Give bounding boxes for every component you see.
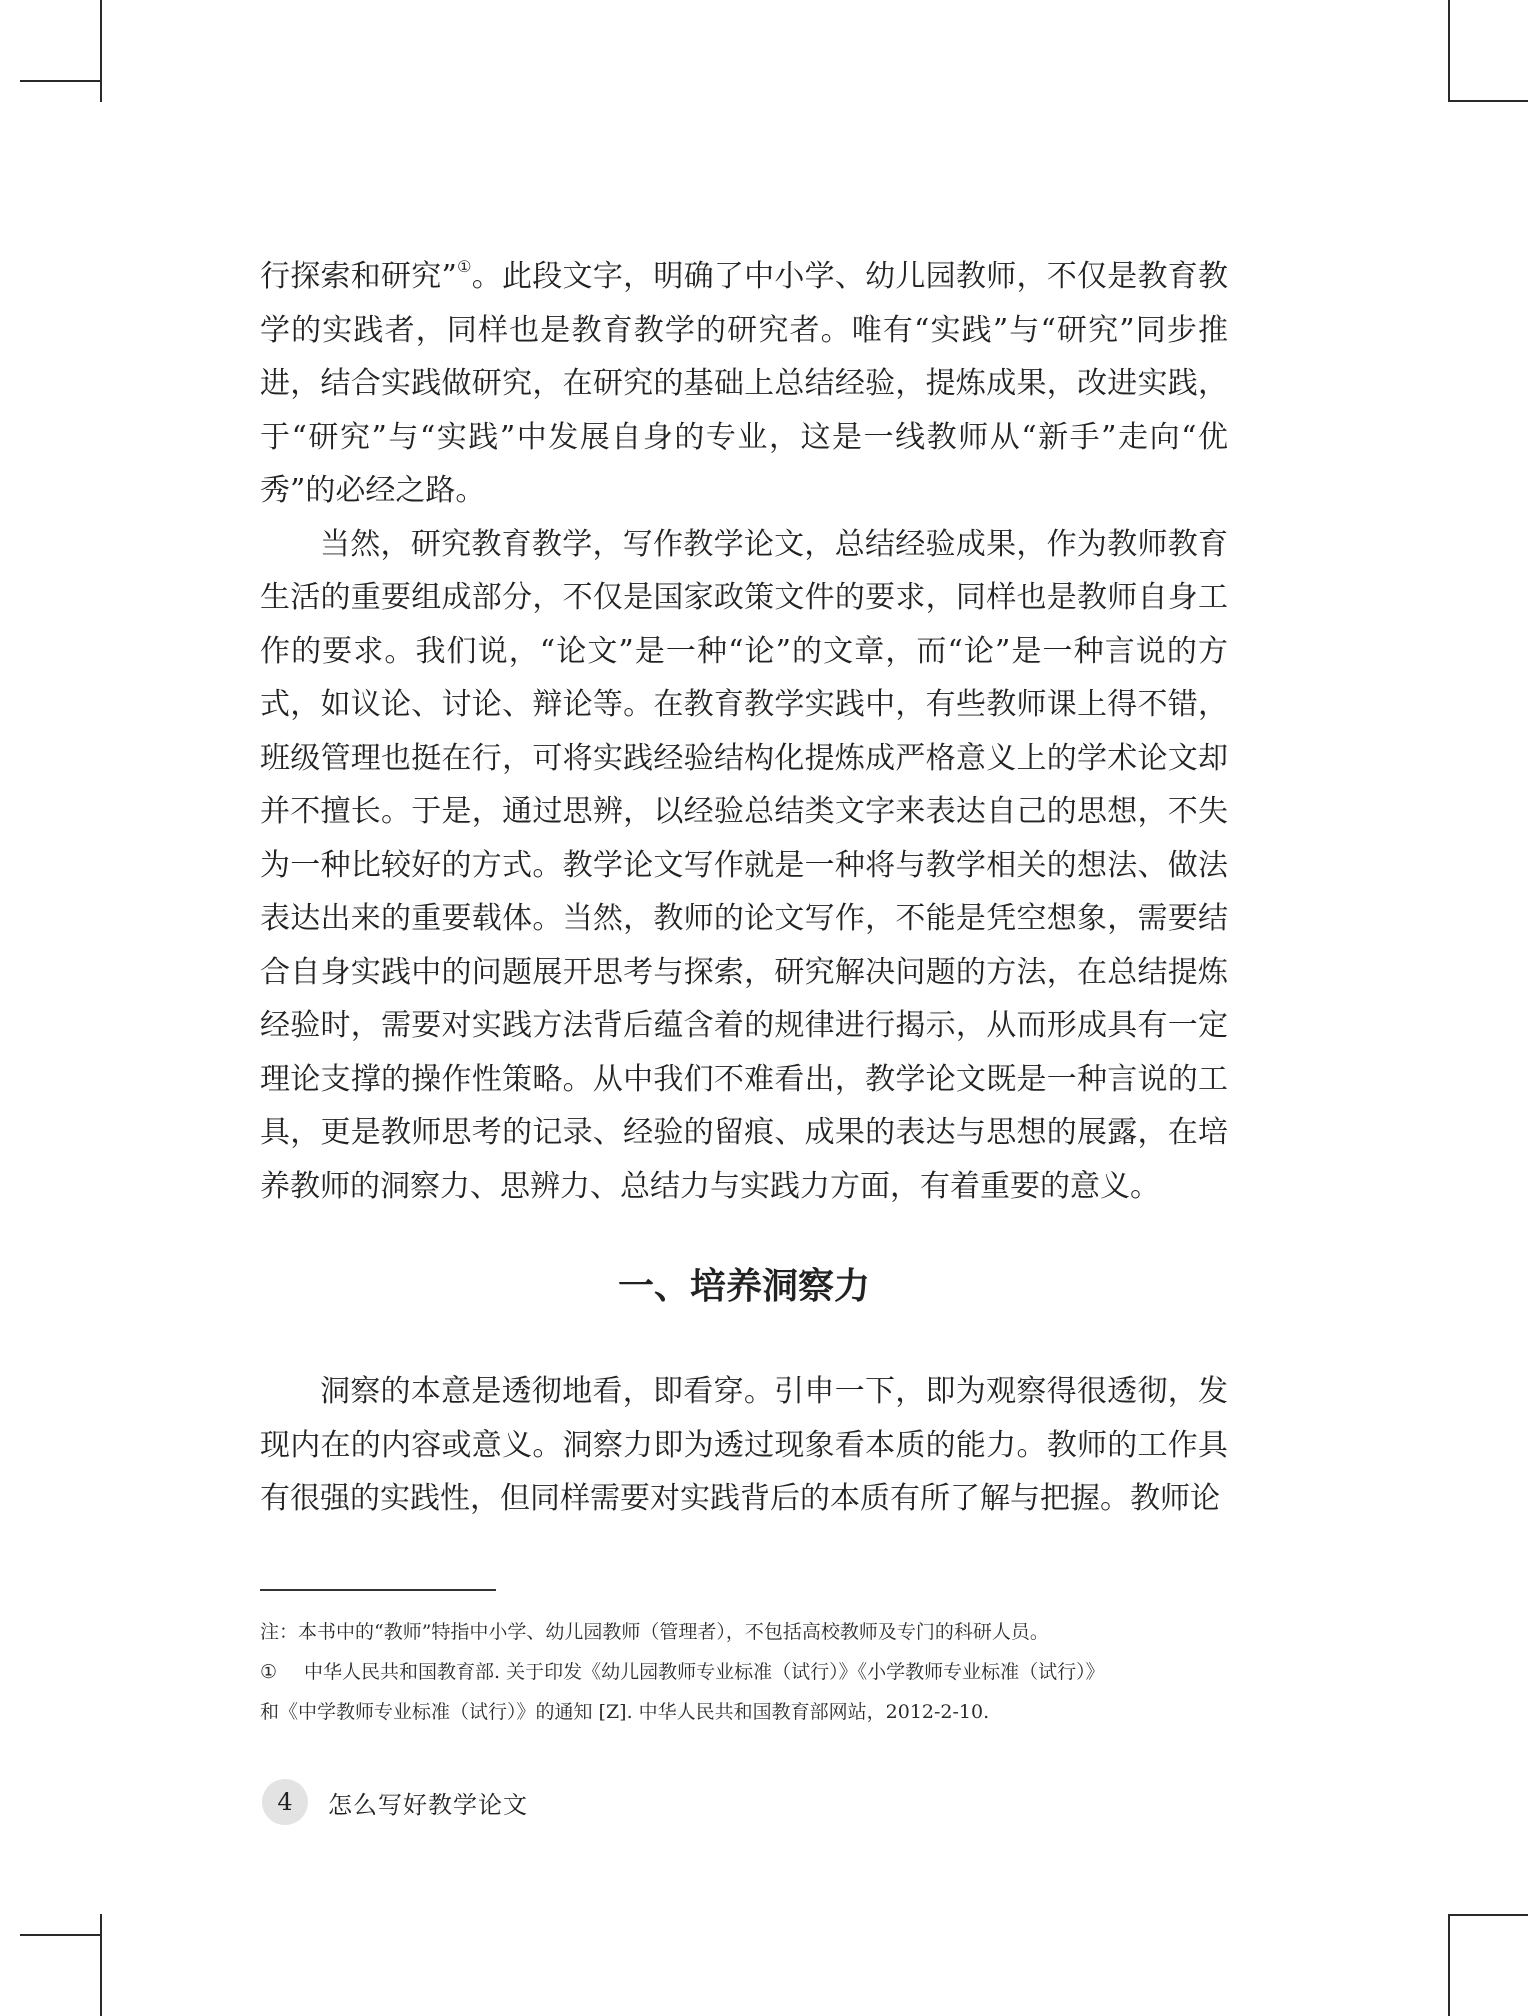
crop-mark-top-right-vertical — [1448, 0, 1450, 102]
footnote-note: 注：本书中的“教师”特指中小学、幼儿园教师（管理者），不包括高校教师及专门的科研人员。 — [260, 1621, 1049, 1643]
crop-mark-top-left-vertical — [100, 0, 102, 102]
footnote-1-marker: ① — [260, 1661, 278, 1683]
crop-mark-top-right-horizontal — [1448, 100, 1528, 102]
crop-mark-bottom-right-vertical — [1448, 1914, 1450, 2016]
crop-mark-bottom-left-horizontal — [20, 1934, 102, 1936]
footnote-1-continuation: 和《中学教师专业标准（试行）》的通知 [Z]. 中华人民共和国教育部网站，2012-2-10. — [260, 1701, 990, 1723]
footnote-1 — [260, 1652, 1228, 1692]
footnote-ref-1: ① — [456, 257, 472, 276]
running-title: 怎么写好教学论文 — [328, 1790, 528, 1819]
footnotes — [260, 1612, 1228, 1732]
paragraph-1-text-after: 。此段文字，明确了中小学、幼儿园教师，不仅是教育教学的实践者，同样也是教育教学的研究者。唯有“实践”与“研究”同步推进，结合实践做研究，在研究的基础上总结经验，提炼成果，改进实践，于“研究”与“实践”中发展自身的专业，这是一线教师从“新手”走向“优秀”的必经之路。 — [260, 259, 1229, 508]
body-text — [260, 250, 1228, 1213]
footnote-1-line-1: 中华人民共和国教育部. 关于印发《幼儿园教师专业标准（试行）》《小学教师专业标准（试行）》 — [304, 1661, 1105, 1683]
paragraph-1 — [260, 250, 1228, 518]
page-footer — [262, 1778, 528, 1826]
section-body — [260, 1365, 1228, 1526]
crop-mark-top-left-horizontal — [20, 80, 102, 82]
section-paragraph-1: 洞察的本意是透彻地看，即看穿。引申一下，即为观察得很透彻，发现内在的内容或意义。洞察力即为透过现象看本质的能力。教师的工作具有很强的实践性，但同样需要对实践背后的本质有所了解与把握。教师论 — [260, 1374, 1228, 1516]
crop-mark-bottom-left-vertical — [100, 1914, 102, 2016]
section-heading: 一、培养洞察力 — [617, 1266, 870, 1307]
page-number: 4 — [262, 1779, 308, 1825]
paragraph-2: 当然，研究教育教学，写作教学论文，总结经验成果，作为教师教育生活的重要组成部分，不仅是国家政策文件的要求，同样也是教师自身工作的要求。我们说，“论文”是一种“论”的文章，而“论”是一种言说的方式，如议论、讨论、辩论等。在教育教学实践中，有些教师课上得不错，班级管理也挺在行，可将实践经验结构化提炼成严格意义上的学术论文却并不擅长。于是，通过思辨，以经验总结类文字来表达自己的思想，不失为一种比较好的方式。教学论文写作就是一种将与教学相关的想法、做法表达出来的重要载体。当然，教师的论文写作，不能是凭空想象，需要结合自身实践中的问题展开思考与探索，研究解决问题的方法，在总结提炼经验时，需要对实践方法背后蕴含着的规律进行揭示，从而形成具有一定理论支撑的操作性策略。从中我们不难看出，教学论文既是一种言说的工具，更是教师思考的记录、经验的留痕、成果的表达与思想的展露，在培养教师的洞察力、思辨力、总结力与实践力方面，有着重要的意义。 — [260, 526, 1228, 1204]
paragraph-1-text-before: 行探索和研究” — [260, 259, 457, 294]
crop-mark-bottom-right-horizontal — [1448, 1914, 1528, 1916]
footnote-separator — [260, 1589, 496, 1591]
